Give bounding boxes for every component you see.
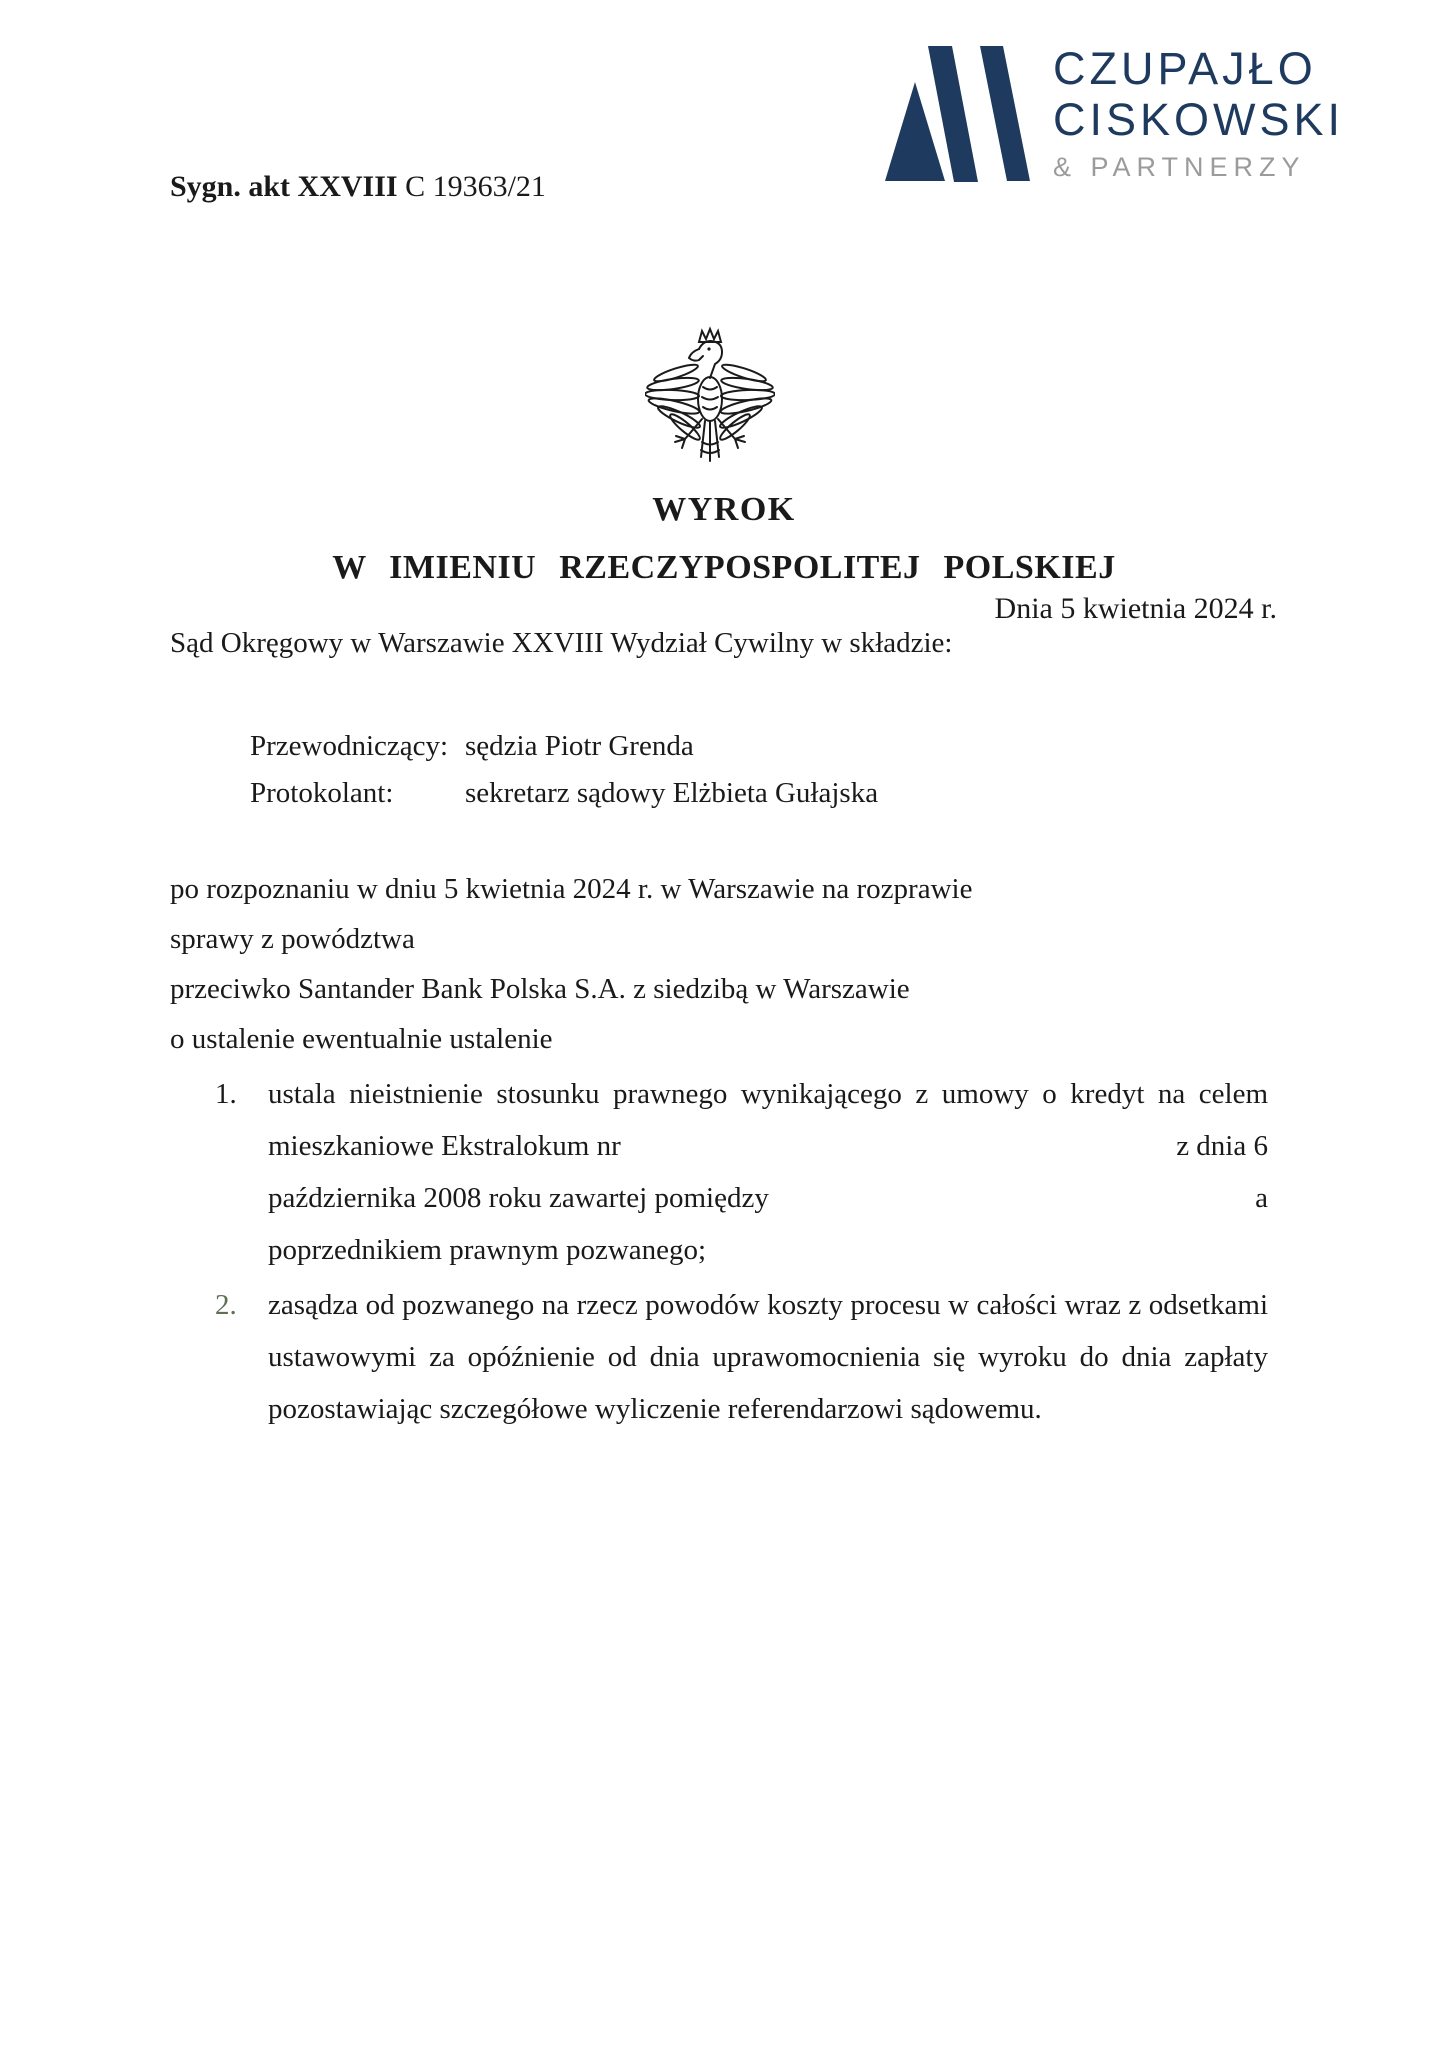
law-firm-logo-mark-icon: [883, 43, 1033, 185]
rulings-list: [215, 1068, 1268, 1435]
recital-line: przeciwko Santander Bank Polska S.A. z siedzibą w Warszawie: [170, 973, 910, 1005]
ruling-1-line4: poprzednikiem prawnym pozwanego;: [268, 1234, 707, 1266]
clerk-label: Protokolant:: [250, 777, 394, 809]
recital-line: po rozpoznaniu w dniu 5 kwietnia 2024 r. w Warszawie na rozprawie: [170, 873, 973, 905]
ruling-1-text: [268, 1068, 1268, 1276]
judgment-date: Dnia 5 kwietnia 2024 r.: [994, 592, 1277, 625]
law-firm-name: [1053, 43, 1344, 182]
ruling-1-line3: [268, 1172, 1268, 1224]
presiding-judge-value: sędzia Piotr Grenda: [465, 730, 694, 762]
recitals: [170, 864, 1274, 1064]
ruling-item-2: [215, 1279, 1268, 1435]
ruling-1-line1: ustala nieistnienie stosunku prawnego wynikającego z umowy o kredyt na celem: [268, 1078, 1268, 1110]
judgment-title: WYROK: [652, 491, 796, 528]
law-firm-name-line2: CISKOWSKI: [1053, 94, 1345, 145]
law-firm-name-partners: & PARTNERZY: [1053, 152, 1306, 182]
case-number-rest: C 19363/21: [397, 170, 546, 203]
court-name-line: Sąd Okręgowy w Warszawie XXVIII Wydział Cywilny w składzie:: [170, 627, 953, 659]
case-number: [170, 170, 546, 204]
ruling-item-1: [215, 1068, 1268, 1276]
ruling-1-line2: [268, 1120, 1268, 1172]
judgment-subtitle: W IMIENIU RZECZYPOSPOLITEJ POLSKIEJ: [332, 549, 1116, 586]
recital-line: sprawy z powództwa: [170, 923, 415, 955]
polish-eagle-emblem-icon: [645, 326, 775, 478]
ruling-1-number: 1.: [215, 1078, 237, 1110]
clerk-value: sekretarz sądowy Elżbieta Gułajska: [465, 777, 879, 809]
ruling-2-text: zasądza od pozwanego na rzecz powodów koszty procesu w całości wraz z odsetkami ustawowymi za opóźnienie od dnia uprawomocnienia się wyroku do dnia zapłaty pozostawiając szczegółowe wyliczenie referendarzowi sądowemu.: [268, 1289, 1268, 1425]
court-panel: [250, 731, 878, 808]
presiding-judge-label: Przewodniczący:: [250, 730, 449, 762]
case-number-bold: Sygn. akt XXVIII: [170, 170, 398, 203]
law-firm-logo: [883, 43, 1344, 185]
ruling-1-line3-left: października 2008 roku zawartej pomiędzy: [268, 1182, 769, 1214]
ruling-1-line2-right: z dnia 6: [1176, 1130, 1268, 1162]
ruling-1-line2-left: mieszkaniowe Ekstralokum nr: [268, 1130, 621, 1162]
ruling-1-line3-right: a: [1255, 1182, 1268, 1214]
ruling-2-number: 2.: [215, 1289, 237, 1321]
recital-line: o ustalenie ewentualnie ustalenie: [170, 1023, 553, 1055]
law-firm-name-line1: CZUPAJŁO: [1053, 43, 1317, 94]
